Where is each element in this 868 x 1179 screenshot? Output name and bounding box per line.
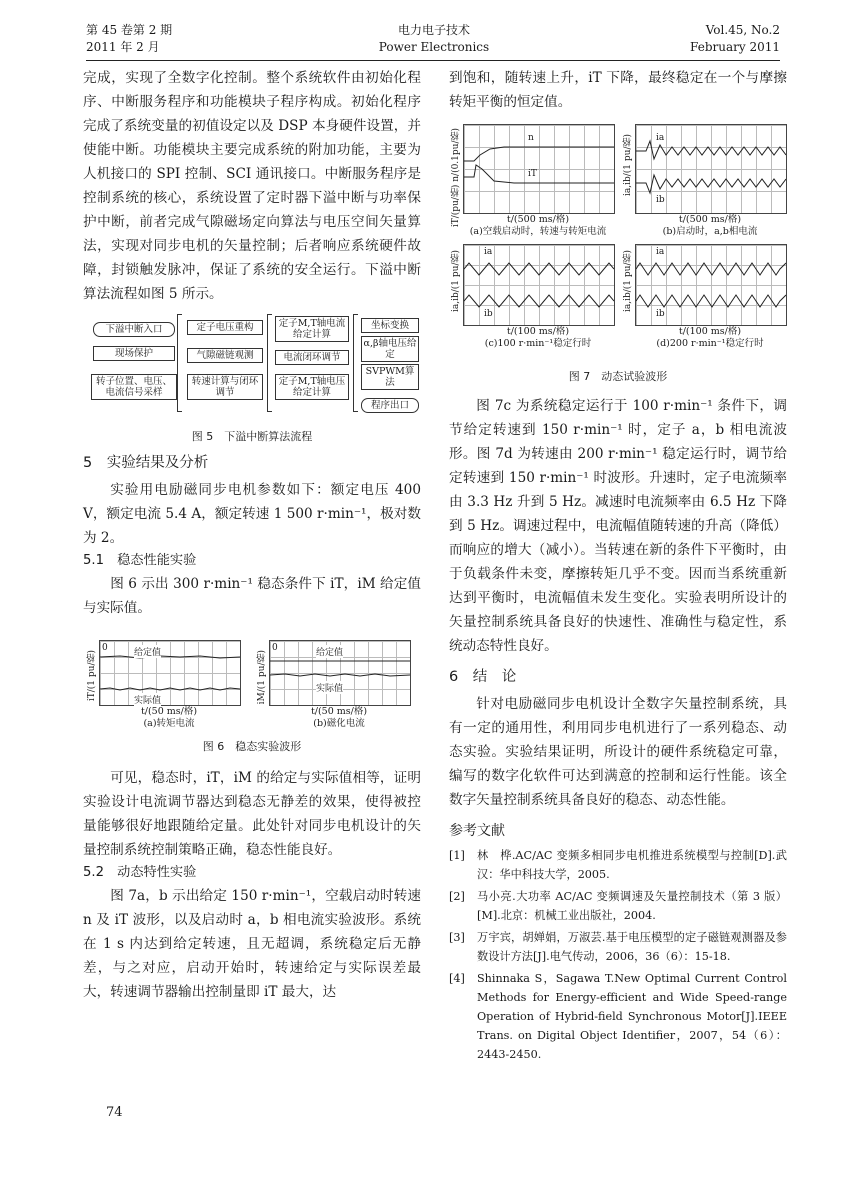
fig7a-subcaption: (a)空载启动时，转速与转矩电流	[469, 226, 607, 237]
page-number: 74	[106, 1105, 123, 1120]
phase-a-label: ia	[656, 247, 665, 257]
body-paragraph: 图 6 示出 300 r·min⁻¹ 稳态条件下 iT，iM 给定值与实际值。	[83, 576, 421, 616]
section-5-title: 5 实验结果及分析	[83, 455, 209, 471]
fig7a-ylabel: iT/(pu/格) n/(0.1pu/格)	[451, 128, 461, 228]
fig6a-subcaption: (a)转矩电流	[143, 718, 195, 729]
fig7c-xlabel: t/(100 ms/格)	[506, 326, 570, 337]
figure-6-caption: 图 6 稳态实验波形	[202, 740, 302, 753]
fig7a-waves	[464, 125, 614, 213]
references-title: 参考文献	[449, 823, 505, 839]
figure-5-flowchart	[87, 314, 421, 422]
section-6-title: 6 结 论	[449, 669, 517, 685]
fig7b-subcaption: (b)启动时，a,b相电流	[662, 226, 758, 237]
actual-label: 实际值	[316, 681, 343, 694]
actual-label: 实际值	[134, 693, 161, 706]
subsection-5-2-title: 5.2 动态特性实验	[83, 865, 197, 880]
body-paragraph: 针对电励磁同步电机设计全数字矢量控制系统，具有一定的通用性，利用同步电机进行了一系列稳态、动态实验。实验结果证明，所设计的硬件系统稳定可靠，编写的数字化软件可达到满意的控制和运行性能。该全数字矢量控制系统具备良好的稳态、动态性能。	[449, 696, 787, 808]
fig7a-xlabel: t/(500 ms/格)	[506, 214, 570, 225]
fig6b-ylabel: iM/(1 pu/格)	[257, 650, 267, 705]
reference-item: [4] Shinnaka S，Sagawa T.New Optimal Current Control Methods for Energy-efficient and Wide Speed-range Operation of Hybrid-field Synchronous Motor[J].IEEE Trans. on Digital Object Identifier，2007，54（6）：2443-2450.	[449, 972, 787, 1061]
fig6a-plot	[99, 640, 241, 706]
flow-box: 坐标变换	[361, 318, 419, 333]
figure-6	[83, 640, 421, 736]
fig7d-plot	[635, 244, 787, 326]
subsection-5-1-title: 5.1 稳态性能实验	[83, 553, 197, 568]
fig6b-plot	[269, 640, 411, 706]
flow-box: α,β轴电压给定	[361, 336, 419, 362]
flow-box: 电流闭环调节	[275, 350, 349, 365]
flow-connector	[267, 314, 272, 412]
reference-list	[449, 846, 787, 1064]
phase-b-label: ib	[484, 309, 493, 319]
fig7c-subcaption: (c)100 r·min⁻¹稳定行时	[484, 338, 592, 349]
body-paragraph: 图 7c 为系统稳定运行于 100 r·min⁻¹ 条件下，调节给定转速到 150 r·min⁻¹ 时，定子 a，b 相电流波形。图 7d 为转速由 200 r·min⁻¹ 稳定运行时，调节给定转速到 150 r·min⁻¹ 时波形。升速时，定子电流频率由 3.3 Hz 升到 5 Hz。减速时电流频率由 6.5 Hz 下降到 5 Hz。调速过程中，电流幅值随转速的升高（降低）而响应的增大（减小）。当转速在新的条件下平衡时，由于负载条件未变，摩擦转矩几乎不变。因而当系统重新达到平衡时，电流幅值未发生变化。实验表明所设计的矢量控制系统具备良好的快速性、准确性与稳定性，系统动态特性良好。	[449, 398, 787, 654]
flow-box: 现场保护	[93, 346, 175, 361]
fig7b-ylabel: ia,ib/(1 pu/格)	[623, 134, 633, 196]
body-paragraph: 完成，实现了全数字化控制。整个系统软件由初始化程序、中断服务程序和功能模块子程序构成。初始化程序完成了系统变量的初值设定以及 DSP 本身硬件设置，并使能中断。功能模块主要完成系统的附加功能，主要为人机接口的 SPI 控制、SCI 通讯接口。中断服务程序是控制系统的核心，系统设置了定时器下溢中断与功率保护中断，前者完成气隙磁场定向算法与电压空间矢量算法，实现对同步电机的矢量控制；后者响应系统硬件故障，封锁触发脉冲，保证了系统的安全运行。下溢中断算法流程如图 5 所示。	[83, 70, 421, 302]
body-paragraph: 可见，稳态时，iT，iM 的给定与实际值相等，证明实验设计电流调节器达到稳态无静差的效果，使得被控量能够很好地跟随给定量。此处针对同步电机设计的矢量控制系统控制策略正确，稳态性能良好。	[83, 770, 421, 858]
phase-b-label: ib	[656, 309, 665, 319]
flow-box: 转子位置、电压、电流信号采样	[91, 374, 177, 400]
flow-box: 定子M,T轴电压给定计算	[275, 374, 349, 400]
fig7b-xlabel: t/(500 ms/格)	[678, 214, 742, 225]
torque-current-label: iT	[528, 169, 537, 179]
right-column	[449, 66, 787, 1067]
flow-connector	[353, 314, 358, 412]
phase-b-label: ib	[656, 195, 665, 205]
phase-a-label: ia	[656, 133, 665, 143]
reference-item: [1] 林 桦.AC/AC 变频多相同步电机推进系统模型与控制[D].武汉：华中科技大学，2005.	[449, 849, 787, 881]
header-rule	[86, 60, 780, 61]
body-paragraph: 实验用电励磁同步电机参数如下：额定电压 400 V，额定电流 5.4 A，额定转速 1 500 r·min⁻¹，极对数为 2。	[83, 482, 421, 546]
phase-a-label: ia	[484, 247, 493, 257]
journal-volume: Vol.45, No.2 February 2011	[690, 23, 780, 54]
fig7d-xlabel: t/(100 ms/格)	[678, 326, 742, 337]
figure-7-caption: 图 7 动态试验波形	[568, 370, 668, 383]
flow-box: SVPWM算法	[361, 364, 419, 390]
reference-item: [3] 万宇宾，胡婵娟，万淑芸.基于电压模型的定子磁链观测器及参数设计方法[J].电气传动，2006，36（6）：15-18.	[449, 931, 787, 963]
fig6a-ylabel: iT/(1 pu/格)	[87, 650, 97, 702]
flow-box: 程序出口	[361, 398, 419, 413]
flow-box: 定子M,T轴电流给定计算	[275, 316, 349, 342]
set-label: 给定值	[316, 645, 343, 658]
fig6a-waves	[100, 641, 240, 705]
fig6a-xlabel: t/(50 ms/格)	[140, 706, 198, 717]
flow-box: 定子电压重构	[187, 320, 263, 335]
flow-connector	[177, 314, 182, 412]
journal-title: 电力电子技术 Power Electronics	[378, 23, 490, 54]
fig7a-plot	[463, 124, 615, 214]
body-paragraph: 图 7a，b 示出给定 150 r·min⁻¹，空载启动时转速 n 及 iT 波形，以及启动时 a，b 相电流实验波形。系统在 1 s 内达到给定转速，且无超调，系统稳定后无静差，与之对应，启动开始时，转速给定与实际误差最大，转速调节器输出控制量即 iT 最大，达	[83, 888, 421, 1000]
fig6b-subcaption: (b)磁化电流	[313, 718, 365, 729]
fig7c-ylabel: ia,ib/(1 pu/格)	[451, 250, 461, 312]
journal-issue: 第 45 卷第 2 期 2011 年 2 月	[86, 23, 173, 54]
figure-7	[449, 124, 787, 362]
fig7d-subcaption: (d)200 r·min⁻¹稳定行时	[656, 338, 764, 349]
set-label: 给定值	[134, 645, 161, 658]
flow-box: 下溢中断入口	[93, 322, 175, 337]
flow-box: 气隙磁链观测	[187, 348, 263, 363]
fig7d-ylabel: ia,ib/(1 pu/格)	[623, 250, 633, 312]
speed-label: n	[528, 133, 534, 143]
reference-item: [2] 马小亮.大功率 AC/AC 变频调速及矢量控制技术（第 3 版）[M].北京：机械工业出版社，2004.	[449, 890, 787, 922]
body-paragraph: 到饱和，随转速上升，iT 下降，最终稳定在一个与摩擦转矩平衡的恒定值。	[449, 70, 787, 110]
flow-box: 转速计算与闭环调节	[187, 374, 263, 400]
figure-5-caption: 图 5 下溢中断算法流程	[191, 430, 313, 443]
zero-marker: 0	[272, 643, 278, 653]
fig7b-plot	[635, 124, 787, 214]
left-column	[83, 66, 421, 1004]
fig7c-plot	[463, 244, 615, 326]
fig6b-xlabel: t/(50 ms/格)	[310, 706, 368, 717]
zero-marker: 0	[102, 643, 108, 653]
